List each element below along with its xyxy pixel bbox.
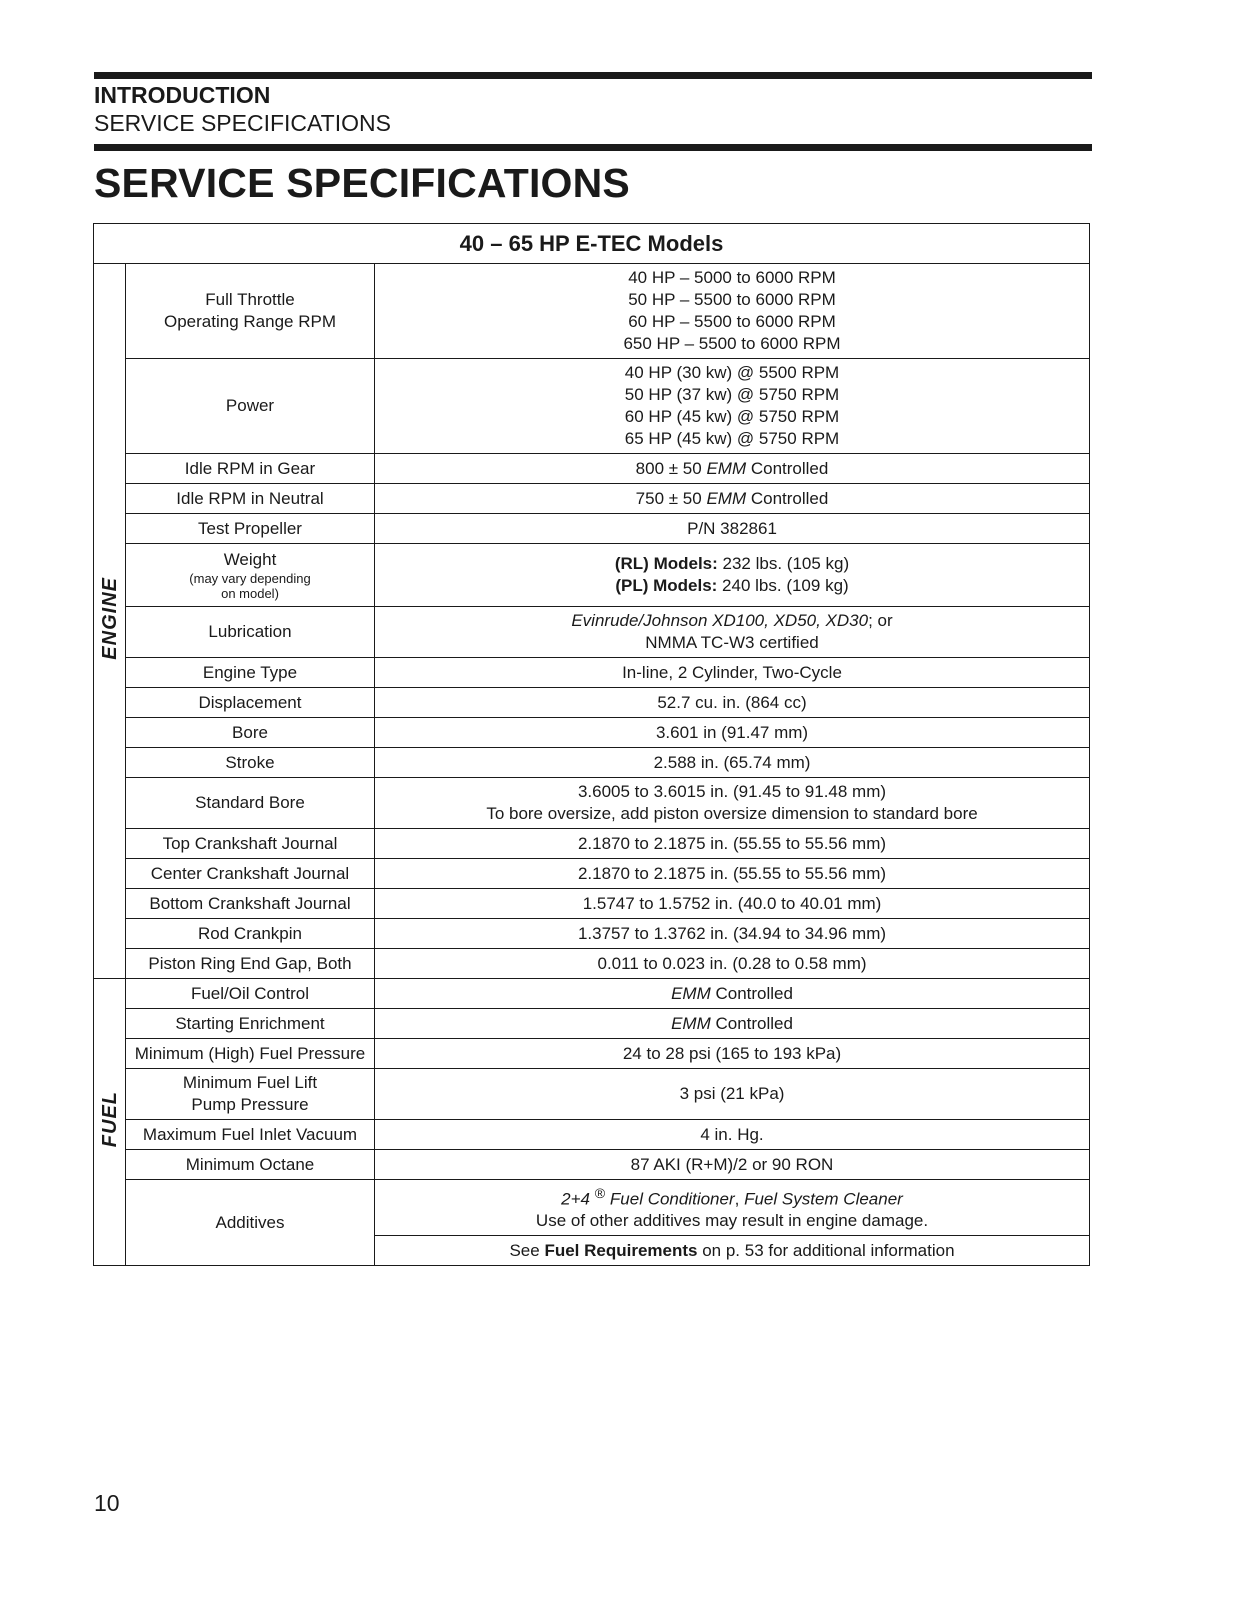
table-row (94, 859, 1090, 889)
spec-label: Center Crankshaft Journal (126, 859, 375, 889)
spec-value: 4 in. Hg. (375, 1120, 1090, 1150)
spec-value: 52.7 cu. in. (864 cc) (375, 688, 1090, 718)
spec-value: 800 ± 50 EMM Controlled (375, 454, 1090, 484)
table-row (94, 484, 1090, 514)
page-number: 10 (94, 1490, 120, 1516)
spec-value: 3.6005 to 3.6015 in. (91.45 to 91.48 mm) To bore oversize, add piston oversize dimension to standard bore (375, 778, 1090, 829)
table-row (94, 544, 1090, 607)
spec-value: 1.5747 to 1.5752 in. (40.0 to 40.01 mm) (375, 889, 1090, 919)
spec-value: 3.601 in (91.47 mm) (375, 718, 1090, 748)
spec-label: Minimum Fuel Lift Pump Pressure (126, 1069, 375, 1120)
spec-label: Starting Enrichment (126, 1009, 375, 1039)
table-row (94, 1039, 1090, 1069)
table-row (94, 949, 1090, 979)
spec-value: 1.3757 to 1.3762 in. (34.94 to 34.96 mm) (375, 919, 1090, 949)
table-row (94, 607, 1090, 658)
table-row (94, 1150, 1090, 1180)
table-row (94, 919, 1090, 949)
spec-label: Standard Bore (126, 778, 375, 829)
spec-label: Minimum (High) Fuel Pressure (126, 1039, 375, 1069)
spec-value: 0.011 to 0.023 in. (0.28 to 0.58 mm) (375, 949, 1090, 979)
table-row (94, 889, 1090, 919)
table-row (94, 688, 1090, 718)
spec-value: (RL) Models: 232 lbs. (105 kg) (PL) Models: 240 lbs. (109 kg) (375, 544, 1090, 607)
table-row (94, 829, 1090, 859)
table-row (94, 264, 1090, 359)
spec-label: Stroke (126, 748, 375, 778)
table-row (94, 454, 1090, 484)
table-caption: 40 – 65 HP E-TEC Models (94, 224, 1090, 264)
table-row (94, 359, 1090, 454)
table-row (94, 718, 1090, 748)
service-spec-table (93, 223, 1090, 1266)
table-row (94, 748, 1090, 778)
spec-label: Idle RPM in Gear (126, 454, 375, 484)
spec-label: Additives (126, 1180, 375, 1266)
spec-value: 2.1870 to 2.1875 in. (55.55 to 55.56 mm) (375, 859, 1090, 889)
spec-label: Engine Type (126, 658, 375, 688)
table-caption-row (94, 224, 1090, 264)
spec-label: Rod Crankpin (126, 919, 375, 949)
spec-label: Bore (126, 718, 375, 748)
spec-value: 2.588 in. (65.74 mm) (375, 748, 1090, 778)
table-row (94, 778, 1090, 829)
spec-value: 40 HP (30 kw) @ 5500 RPM 50 HP (37 kw) @ 5750 RPM 60 HP (45 kw) @ 5750 RPM 65 HP (45 kw) @ 5750 RPM (375, 359, 1090, 454)
spec-label: Bottom Crankshaft Journal (126, 889, 375, 919)
page-title: SERVICE SPECIFICATIONS (94, 160, 630, 206)
spec-value: Evinrude/Johnson XD100, XD50, XD30; or NMMA TC-W3 certified (375, 607, 1090, 658)
spec-label: Full Throttle Operating Range RPM (126, 264, 375, 359)
table-row (94, 979, 1090, 1009)
spec-value: EMM Controlled (375, 1009, 1090, 1039)
spec-label: Weight (may vary depending on model) (126, 544, 375, 607)
header-bottom-rule (94, 144, 1092, 151)
table-row (94, 1069, 1090, 1120)
spec-value: 2+4 ® Fuel Conditioner, Fuel System Cleaner Use of other additives may result in engine damage. (375, 1180, 1090, 1236)
spec-label: Test Propeller (126, 514, 375, 544)
spec-label: Piston Ring End Gap, Both (126, 949, 375, 979)
spec-value: 24 to 28 psi (165 to 193 kPa) (375, 1039, 1090, 1069)
subsection-title: SERVICE SPECIFICATIONS (94, 110, 391, 136)
header-top-rule (94, 72, 1092, 79)
engine-section-cell (94, 264, 126, 979)
spec-label: Idle RPM in Neutral (126, 484, 375, 514)
table-row (94, 1009, 1090, 1039)
spec-label: Lubrication (126, 607, 375, 658)
spec-label: Top Crankshaft Journal (126, 829, 375, 859)
spec-value: 40 HP – 5000 to 6000 RPM 50 HP – 5500 to 6000 RPM 60 HP – 5500 to 6000 RPM 650 HP – 5500 to 6000 RPM (375, 264, 1090, 359)
spec-label: Fuel/Oil Control (126, 979, 375, 1009)
spec-value: In-line, 2 Cylinder, Two-Cycle (375, 658, 1090, 688)
spec-label: Displacement (126, 688, 375, 718)
spec-value: 87 AKI (R+M)/2 or 90 RON (375, 1150, 1090, 1180)
section-title: INTRODUCTION (94, 82, 271, 108)
spec-value: 750 ± 50 EMM Controlled (375, 484, 1090, 514)
spec-value: P/N 382861 (375, 514, 1090, 544)
table-row (94, 1120, 1090, 1150)
table-row (94, 1180, 1090, 1236)
additives-note: See Fuel Requirements on p. 53 for additional information (375, 1236, 1090, 1266)
spec-value: 2.1870 to 2.1875 in. (55.55 to 55.56 mm) (375, 829, 1090, 859)
table-row (94, 658, 1090, 688)
table-row (94, 514, 1090, 544)
spec-label: Minimum Octane (126, 1150, 375, 1180)
spec-label: Maximum Fuel Inlet Vacuum (126, 1120, 375, 1150)
fuel-section-cell (94, 979, 126, 1266)
fuel-section-label: FUEL (98, 1090, 121, 1148)
spec-value: 3 psi (21 kPa) (375, 1069, 1090, 1120)
spec-label: Power (126, 359, 375, 454)
spec-value: EMM Controlled (375, 979, 1090, 1009)
engine-section-label: ENGINE (98, 576, 121, 660)
